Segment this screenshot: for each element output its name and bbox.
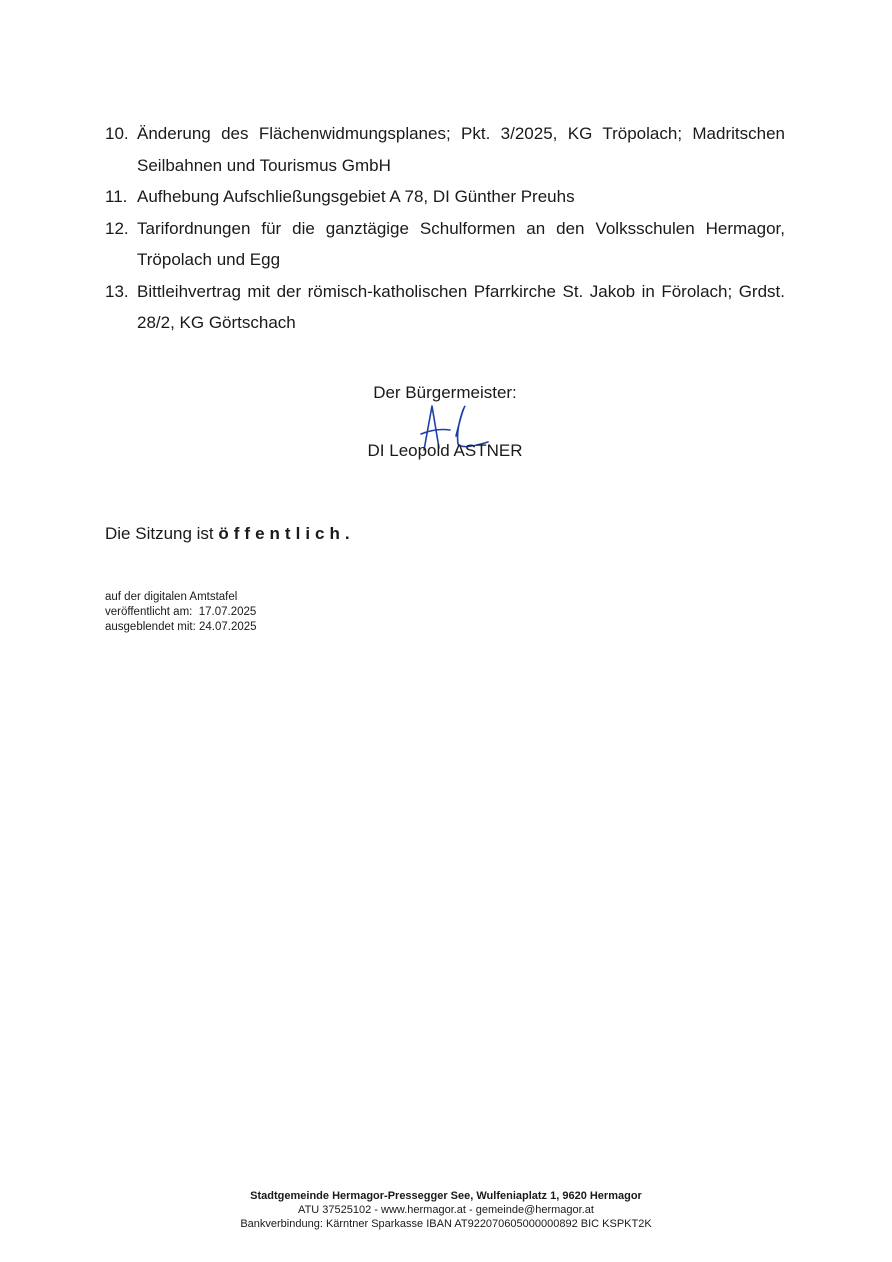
footer-contact: ATU 37525102 - www.hermagor.at - gemeinde@hermagor.at: [298, 1204, 594, 1216]
session-status-emphasis: öffentlich: [218, 524, 345, 543]
agenda-item: [105, 213, 785, 276]
agenda-item-text: Bittleihvertrag mit der römisch-katholischen Pfarrkirche St. Jakob in Förolach; Grdst. 28/2, KG Görtschach: [137, 281, 785, 332]
agenda-item-text: Änderung des Flächenwidmungsplanes; Pkt. 3/2025, KG Tröpolach; Madritschen Seilbahnen und Tourismus GmbH: [137, 124, 785, 175]
footer-bank-details: Bankverbindung: Kärntner Sparkasse IBAN AT922070605000000892 BIC KSPKT2K: [240, 1218, 652, 1230]
publication-hidden-date: ausgeblendet mit: 24.07.2025: [105, 621, 257, 633]
session-status-suffix: .: [344, 524, 355, 543]
agenda-item-text: Tarifordnungen für die ganztägige Schulformen an den Volksschulen Hermagor, Tröpolach und Egg: [137, 218, 785, 269]
agenda-item: [105, 118, 785, 181]
publication-published-date: veröffentlicht am: 17.07.2025: [105, 606, 257, 618]
session-status: [105, 524, 355, 544]
agenda-item: [105, 276, 785, 339]
agenda-item-number: 12.: [105, 218, 129, 238]
agenda-item-number: 11.: [105, 187, 128, 206]
publication-line: auf der digitalen Amtstafel: [105, 591, 238, 603]
agenda-item: [105, 181, 785, 213]
agenda-item-text: Aufhebung Aufschließungsgebiet A 78, DI Günther Preuhs: [137, 187, 575, 206]
agenda-item-number: 13.: [105, 281, 129, 301]
agenda-list: [105, 118, 785, 339]
publication-note: [105, 590, 257, 635]
footer-organization: Stadtgemeinde Hermagor-Pressegger See, Wulfeniaplatz 1, 9620 Hermagor: [250, 1190, 642, 1202]
signatory-role: Der Bürgermeister:: [373, 383, 517, 402]
agenda-item-number: 10.: [105, 124, 129, 143]
page-footer: [0, 1189, 892, 1231]
signature-block: [340, 378, 550, 466]
signatory-name: DI Leopold ASTNER: [367, 441, 523, 460]
session-status-prefix: Die Sitzung ist: [105, 524, 219, 543]
